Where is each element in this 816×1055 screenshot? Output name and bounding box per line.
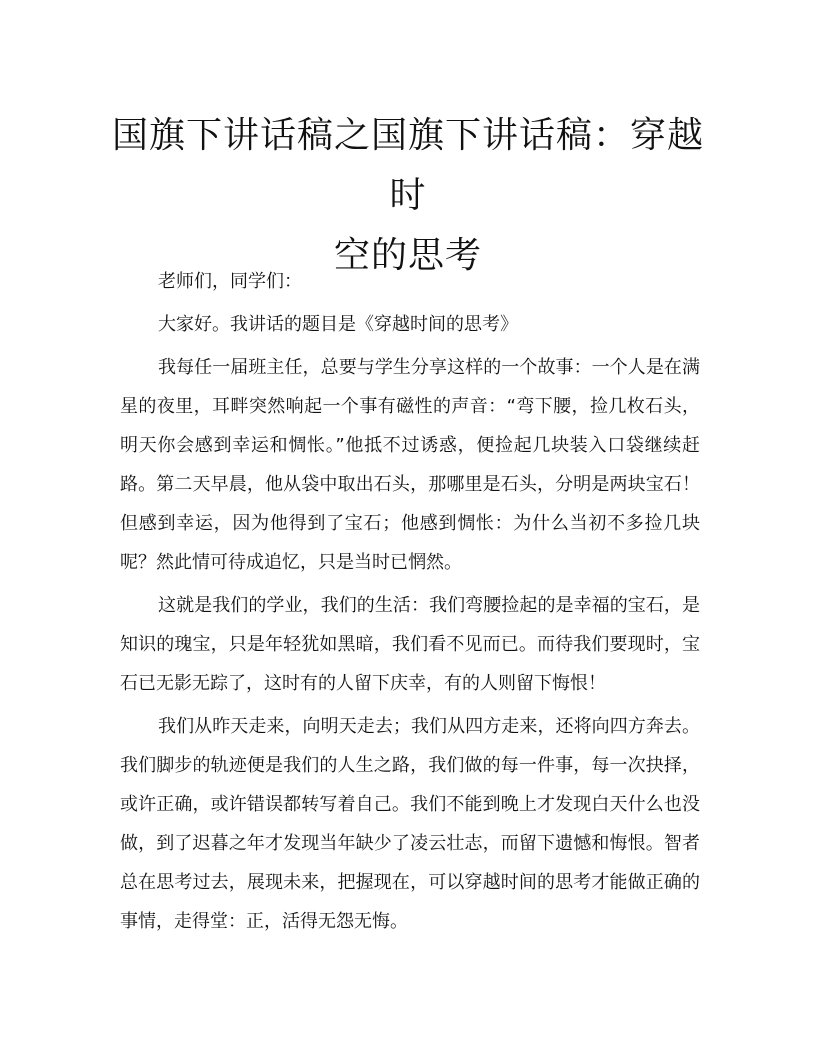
paragraph-greeting: 老师们，同学们： (158, 271, 302, 292)
paragraph-reflection: 这就是我们的学业，我们的生活：我们弯腰捡起的是幸福的宝石，是知识的瑰宝，只是年轻犹如黑暗，我们看不见而已。而待我们要现时，宝石已无影无踪了，这时有的人留下庆幸，有的人则留下悔恨！ (120, 595, 700, 694)
paragraph-intro: 大家好。我讲话的题目是《穿越时间的思考》 (158, 314, 518, 335)
document-title (110, 106, 706, 286)
document-body (120, 262, 700, 945)
title-line-1: 国旗下讲话稿之国旗下讲话稿：穿越时 (111, 115, 704, 216)
paragraph-story: 我每任一届班主任，总要与学生分享这样的一个故事：一个人是在满星的夜里，耳畔突然响起一个事有磁性的声音：“弯下腰，捡几枚石头，明天你会感到幸运和惆怅。”他抵不过诱惑，便捡起几块装入口袋继续赶路。第二天早晨，他从袋中取出石头，那哪里是石头，分明是两块宝石！但感到幸运，因为他得到了宝石；他感到惆怅：为什么当初不多捡几块呢？然此情可待成追忆，只是当时已惘然。 (120, 357, 700, 573)
title-line-2: 空的思考 (333, 235, 482, 276)
paragraph-conclusion: 我们从昨天走来，向明天走去；我们从四方走来，还将向四方奔去。我们脚步的轨迹便是我们的人生之路，我们做的每一件事，每一次抉择，或许正确，或许错误都转写着自己。我们不能到晚上才发现白天什么也没做，到了迟暮之年才发现当年缺少了凌云壮志，而留下遗憾和悔恨。智者总在思考过去，展现未来，把握现在，可以穿越时间的思考才能做正确的事情，走得堂：正，活得无怨无悔。 (120, 716, 700, 932)
